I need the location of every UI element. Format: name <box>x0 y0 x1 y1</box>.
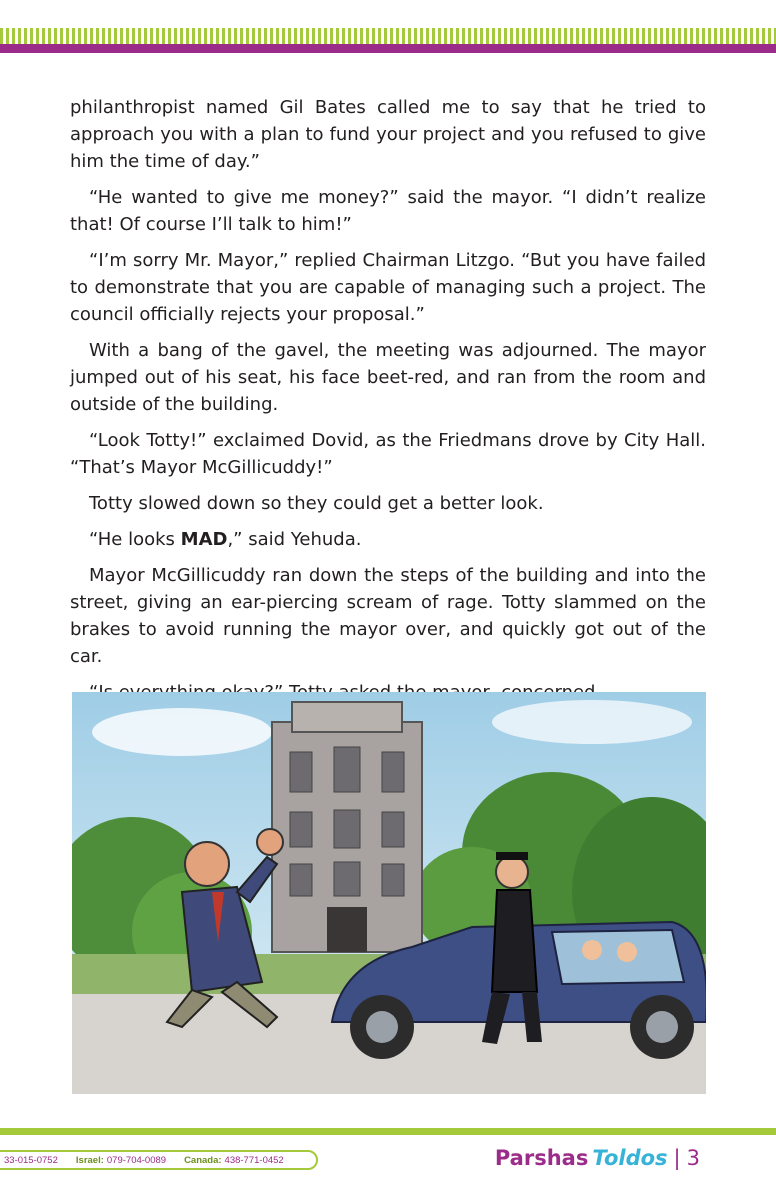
paragraph <box>70 526 706 553</box>
paragraph: With a bang of the gavel, the meeting was adjourned. The mayor jumped out of his seat, his face beet-red, and ran from the room and outside of the building. <box>70 340 706 415</box>
paragraph: “Look Totty!” exclaimed Dovid, as the Friedmans drove by City Hall. “That’s Mayor McGillicuddy!” <box>70 430 706 478</box>
story-text <box>70 94 706 715</box>
bold-word: MAD <box>180 529 228 550</box>
paragraph: “I’m sorry Mr. Mayor,” replied Chairman Litzgo. “But you have failed to demonstrate that you are capable of managing such a project. The council officially rejects your proposal.” <box>70 250 706 325</box>
canada-label: Canada: <box>184 1154 222 1166</box>
text-run: ,” said Yehuda. <box>227 529 362 550</box>
brand-word-parshas: Parshas <box>494 1146 589 1170</box>
text-run: “He looks <box>89 529 181 550</box>
page-number: 3 <box>686 1146 700 1170</box>
brand-word-toldos: Toldos <box>592 1146 668 1170</box>
bottom-green-bar <box>0 1128 776 1135</box>
phone-number: 33-015-0752 <box>4 1154 58 1166</box>
paragraph: Mayor McGillicuddy ran down the steps of the building and into the street, giving an ear-piercing scream of rage. Totty slammed on the brakes to avoid running the mayor over, and quickly got out of the car. <box>70 565 706 667</box>
israel-number: 079-704-0089 <box>106 1154 167 1166</box>
contact-bar <box>0 1150 318 1170</box>
paragraph: philanthropist named Gil Bates called me to say that he tried to approach you with a plan to fund your project and you refused to give him the time of day.” <box>70 97 706 172</box>
top-purple-bar <box>0 44 776 53</box>
paragraph: “He wanted to give me money?” said the mayor. “I didn’t realize that! Of course I’ll talk to him!” <box>70 187 706 235</box>
paragraph: Totty slowed down so they could get a better look. <box>89 493 544 514</box>
story-illustration <box>72 692 706 1094</box>
canada-number: 438-771-0452 <box>224 1154 284 1166</box>
top-stripe-border <box>0 28 776 44</box>
brand-separator: | <box>673 1146 681 1170</box>
footer-brand <box>495 1146 700 1170</box>
israel-label: Israel: <box>75 1154 104 1166</box>
illustration-scene <box>72 692 706 1094</box>
